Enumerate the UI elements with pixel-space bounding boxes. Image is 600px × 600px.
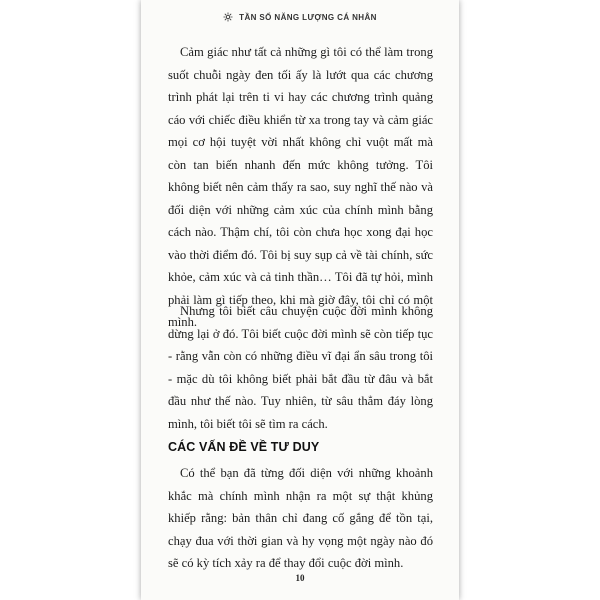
running-header [141,6,459,28]
sun-flower-icon [223,12,233,22]
section-paragraph-block [168,462,433,575]
paragraph-2-block [168,300,433,435]
section-heading: CÁC VẤN ĐỀ VỀ TƯ DUY [168,440,320,454]
running-header-title: TẦN SỐ NĂNG LƯỢNG CÁ NHÂN [239,12,377,22]
paragraph-2: Nhưng tôi biết câu chuyện cuộc đời mình không dừng lại ở đó. Tôi biết cuộc đời mình sẽ còn tiếp tục - rằng vẫn còn có những điều vĩ đại ẩn sâu trong tôi - mặc dù tôi không biết phải bắt đầu từ đâu và bắt đầu như thế nào. Tuy nhiên, từ sâu thẳm đáy lòng mình, tôi biết tôi sẽ tìm ra cách. [168,304,433,431]
page-number: 10 [295,573,305,583]
section-paragraph: Có thể bạn đã từng đối diện với những khoảnh khắc mà chính mình nhận ra một sự thật khủng khiếp rằng: bản thân chỉ đang cố gắng để tồn tại, chạy đua với thời gian và hy vọng một ngày nào đó sẽ có kỳ tích xảy ra để thay đổi cuộc đời mình. [168,466,433,570]
paragraph-1-block [168,41,433,334]
book-page [141,0,459,600]
paragraph-1: Cảm giác như tất cả những gì tôi có thể làm trong suốt chuỗi ngày đen tối ấy là lướt qua các chương trình phát lại trên ti vi hay các chương trình quảng cáo với chiếc điều khiển từ xa trong tay và cảm giác mọi cơ hội tuyệt vời nhất không chỉ vuột mất mà còn tan biến nhanh đến mức không tưởng. Tôi không biết nên cảm thấy ra sao, suy nghĩ thế nào và đối diện với những cảm xúc của chính mình bằng cách nào. Thậm chí, tôi còn chưa học xong đại học vào thời điểm đó. Tôi bị suy sụp cả về tài chính, sức khỏe, cảm xúc và cả tinh thần… Tôi đã tự hỏi, mình phải làm gì tiếp theo, khi mà giờ đây, tôi chỉ có một mình. [168,45,433,329]
